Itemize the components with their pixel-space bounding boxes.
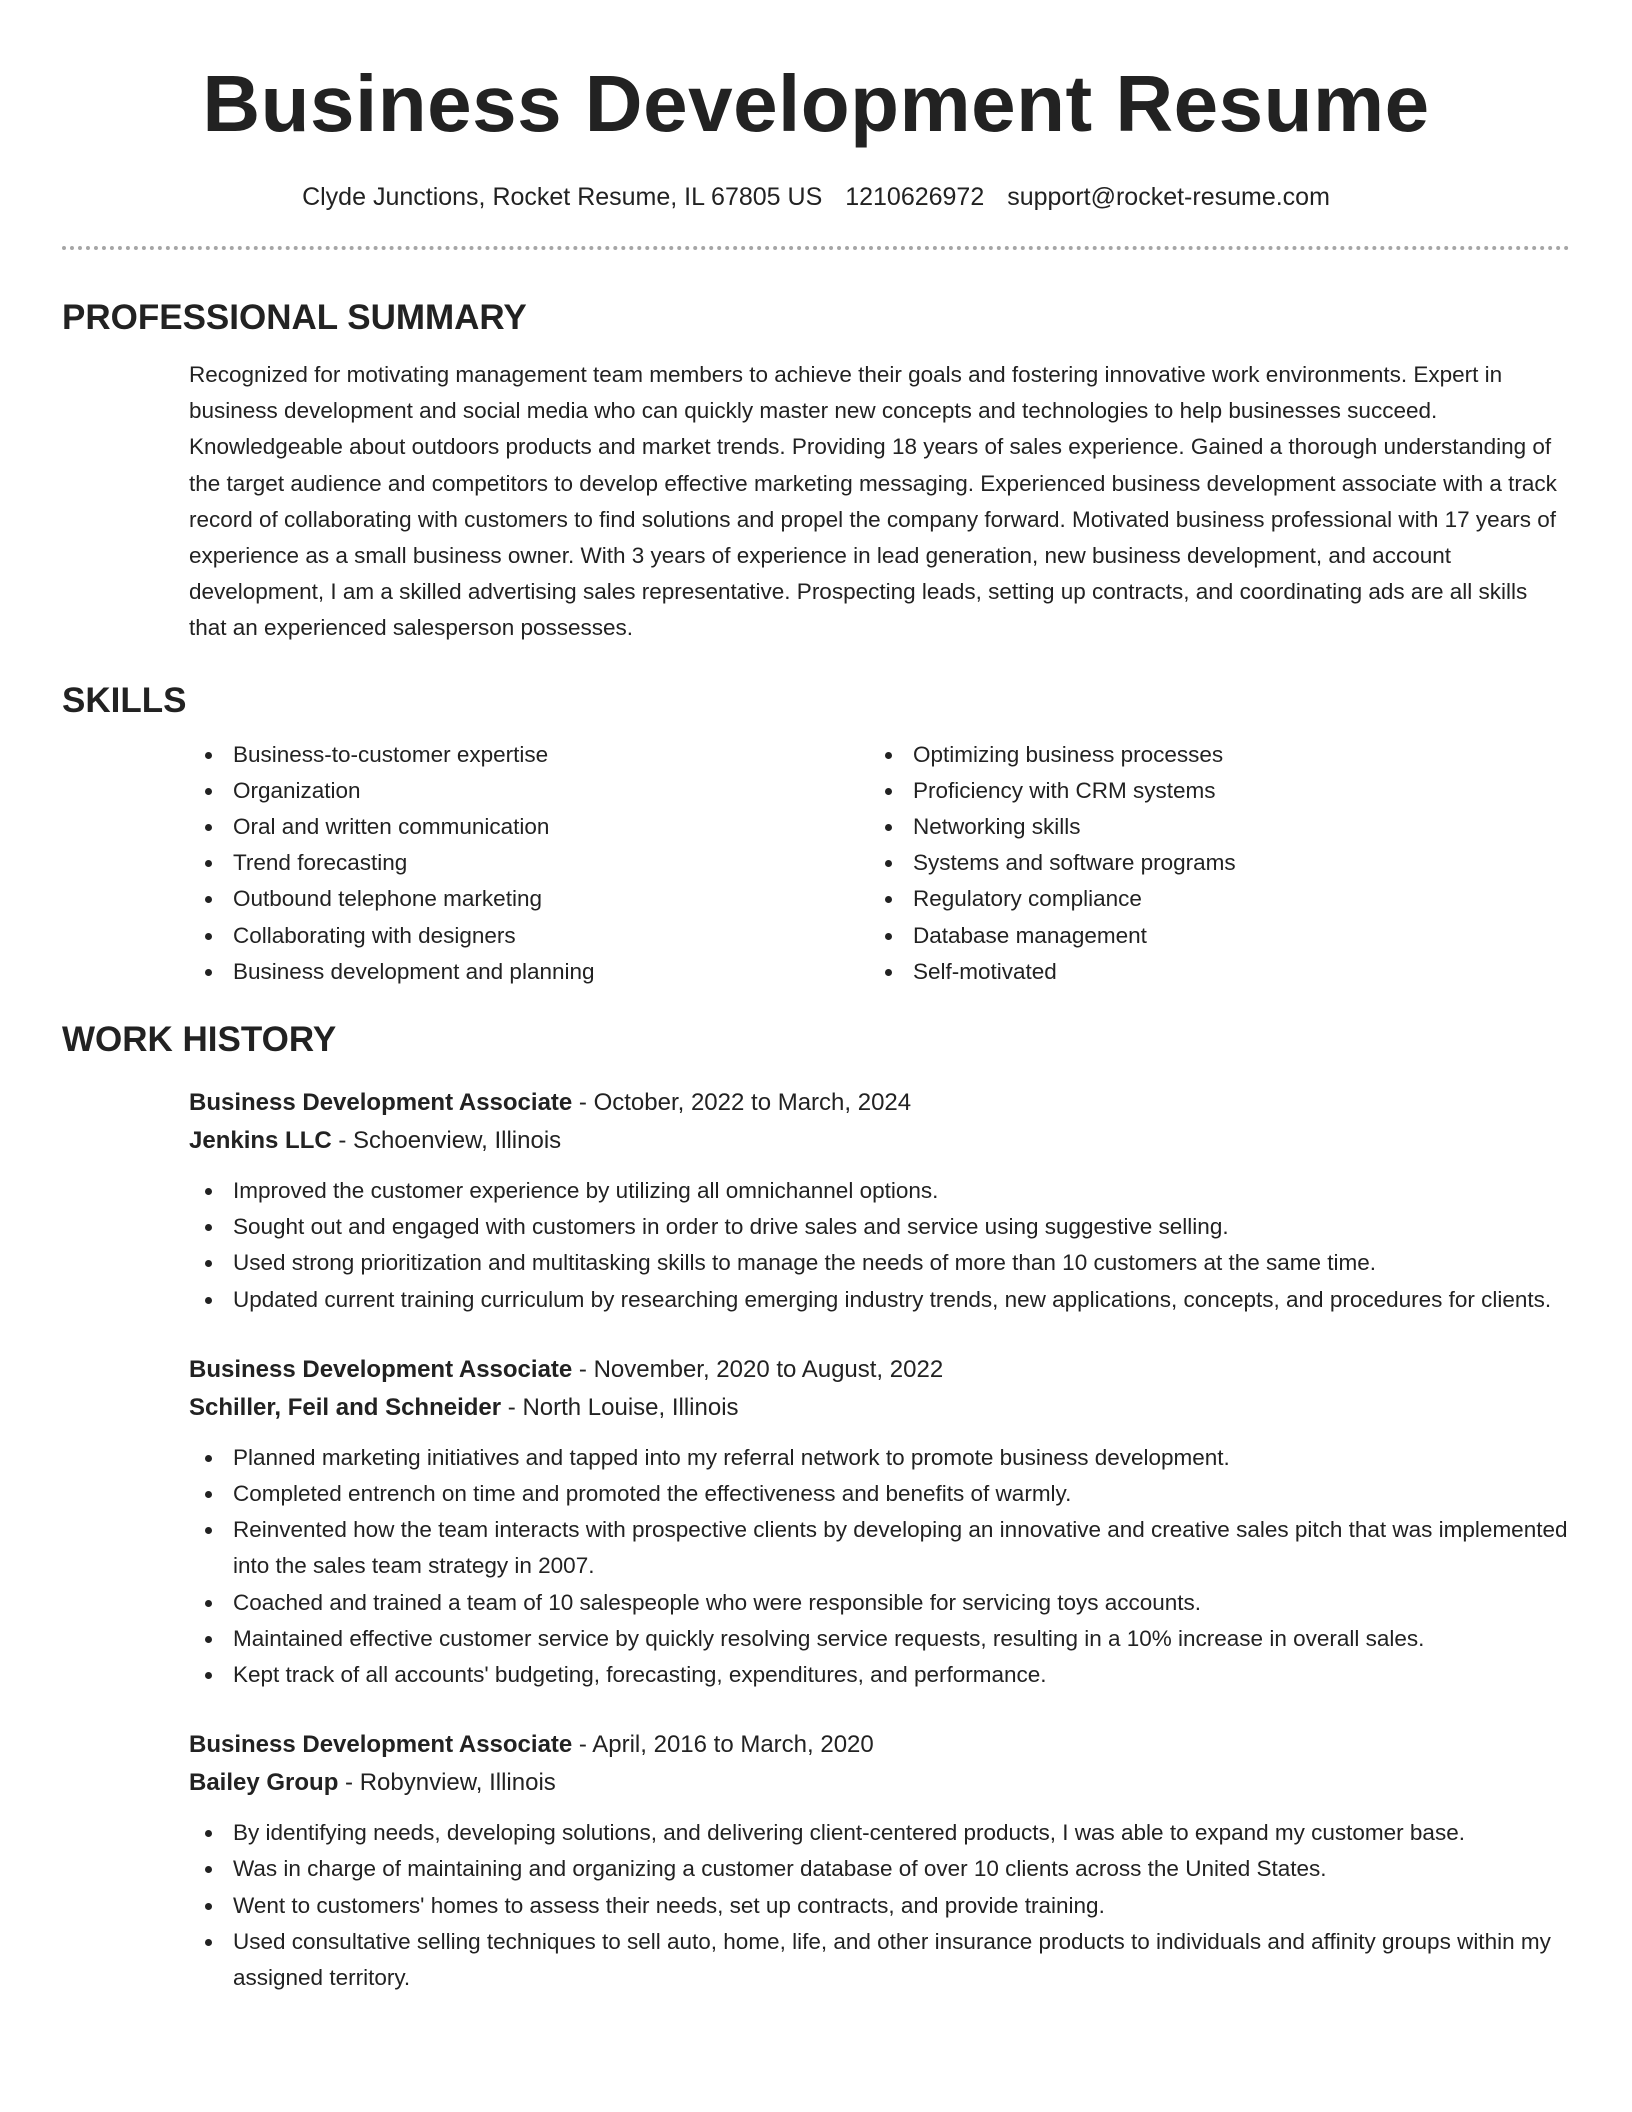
skill-item: Organization [189,773,869,809]
job-company: Jenkins LLC [189,1127,332,1155]
skill-item: Self-motivated [869,954,1549,990]
summary-text: Recognized for motivating management team members to achieve their goals and fostering innovative work environments. Expert in business development and social media who can quickly master new concepts and technologies to help businesses succeed. Knowledgeable about outdoors products and market trends. Providing 18 years of sales experience. Gained a thorough understanding of the target audience and competitors to develop effective marketing messaging. Experienced business development associate with a track record of collaborating with customers to find solutions and propel the company forward. Motivated business professional with 17 years of experience as a small business owner. With 3 years of experience in lead generation, new business development, and account development, I am a skilled advertising sales representative. Prospecting leads, setting up contracts, and coordinating ads are all skills that an experienced salesperson possesses. [189,362,1557,641]
skill-item: Business-to-customer expertise [189,737,869,773]
contact-address: Clyde Junctions, Rocket Resume, IL 67805 US [302,183,823,211]
skills-column-left [189,737,869,990]
job-dates: - October, 2022 to March, 2024 [572,1089,912,1117]
job-entry [189,1084,1570,1318]
duty-item: Kept track of all accounts' budgeting, forecasting, expenditures, and performance. [189,1657,1570,1693]
skill-item: Outbound telephone marketing [189,881,869,917]
duty-item: Coached and trained a team of 10 salespeople who were responsible for servicing toys accounts. [189,1585,1570,1621]
duty-item: Completed entrench on time and promoted the effectiveness and benefits of warmly. [189,1476,1570,1512]
contact-line [0,182,1632,212]
job-location: - North Louise, Illinois [501,1393,739,1421]
duty-item: Planned marketing initiatives and tapped into my referral network to promote business development. [189,1440,1570,1476]
skill-item: Collaborating with designers [189,918,869,954]
skill-item: Oral and written communication [189,809,869,845]
skills-column-right [869,737,1549,990]
job-location: - Schoenview, Illinois [331,1127,562,1155]
summary-heading: PROFESSIONAL SUMMARY [62,298,527,337]
duty-item: Was in charge of maintaining and organizing a customer database of over 10 clients across the United States. [189,1851,1570,1887]
duty-item: By identifying needs, developing solutions, and delivering client-centered products, I was able to expand my customer base. [189,1815,1570,1851]
duty-item: Maintained effective customer service by quickly resolving service requests, resulting in a 10% increase in overall sales. [189,1621,1570,1657]
skills-list [189,737,1570,990]
job-dates: - April, 2016 to March, 2020 [572,1731,874,1759]
job-company: Bailey Group [189,1769,339,1797]
job-title: Business Development Associate [189,1089,573,1117]
resume-title: Business Development Resume [202,59,1430,148]
resume-header [0,0,1632,212]
skill-item: Database management [869,918,1549,954]
job-entry [189,1726,1570,1996]
duty-item: Went to customers' homes to assess their needs, set up contracts, and provide training. [189,1888,1570,1924]
job-title-line [189,1726,1570,1764]
duty-item: Reinvented how the team interacts with prospective clients by developing an innovative and creative sales pitch that was implemented into the sales team strategy in 2007. [189,1512,1570,1584]
job-entry [189,1351,1570,1693]
skill-item: Networking skills [869,809,1549,845]
skill-item: Optimizing business processes [869,737,1549,773]
job-duties [189,1173,1570,1318]
job-company-line [189,1122,1570,1160]
duty-item: Sought out and engaged with customers in order to drive sales and service using suggestive selling. [189,1209,1570,1245]
job-duties [189,1440,1570,1693]
job-title-line [189,1351,1570,1389]
duty-item: Used strong prioritization and multitasking skills to manage the needs of more than 10 customers at the same time. [189,1245,1570,1281]
duty-item: Used consultative selling techniques to sell auto, home, life, and other insurance products to individuals and affinity groups within my assigned territory. [189,1924,1570,1996]
job-dates: - November, 2020 to August, 2022 [572,1355,944,1383]
skill-item: Proficiency with CRM systems [869,773,1549,809]
skill-item: Regulatory compliance [869,881,1549,917]
duty-item: Improved the customer experience by utilizing all omnichannel options. [189,1173,1570,1209]
job-title: Business Development Associate [189,1355,573,1383]
duty-item: Updated current training curriculum by researching emerging industry trends, new applications, concepts, and procedures for clients. [189,1282,1570,1318]
skill-item: Trend forecasting [189,845,869,881]
job-title: Business Development Associate [189,1731,573,1759]
contact-phone: 1210626972 [845,183,985,211]
job-title-line [189,1084,1570,1122]
contact-email: support@rocket-resume.com [1007,183,1330,211]
job-location: - Robynview, Illinois [338,1769,556,1797]
header-divider [62,246,1570,250]
job-company-line [189,1764,1570,1802]
skill-item: Systems and software programs [869,845,1549,881]
job-company: Schiller, Feil and Schneider [189,1393,502,1421]
skill-item: Business development and planning [189,954,869,990]
job-duties [189,1815,1570,1996]
skills-heading: SKILLS [62,680,187,720]
work-history-heading: WORK HISTORY [62,1020,337,1060]
job-company-line [189,1389,1570,1427]
